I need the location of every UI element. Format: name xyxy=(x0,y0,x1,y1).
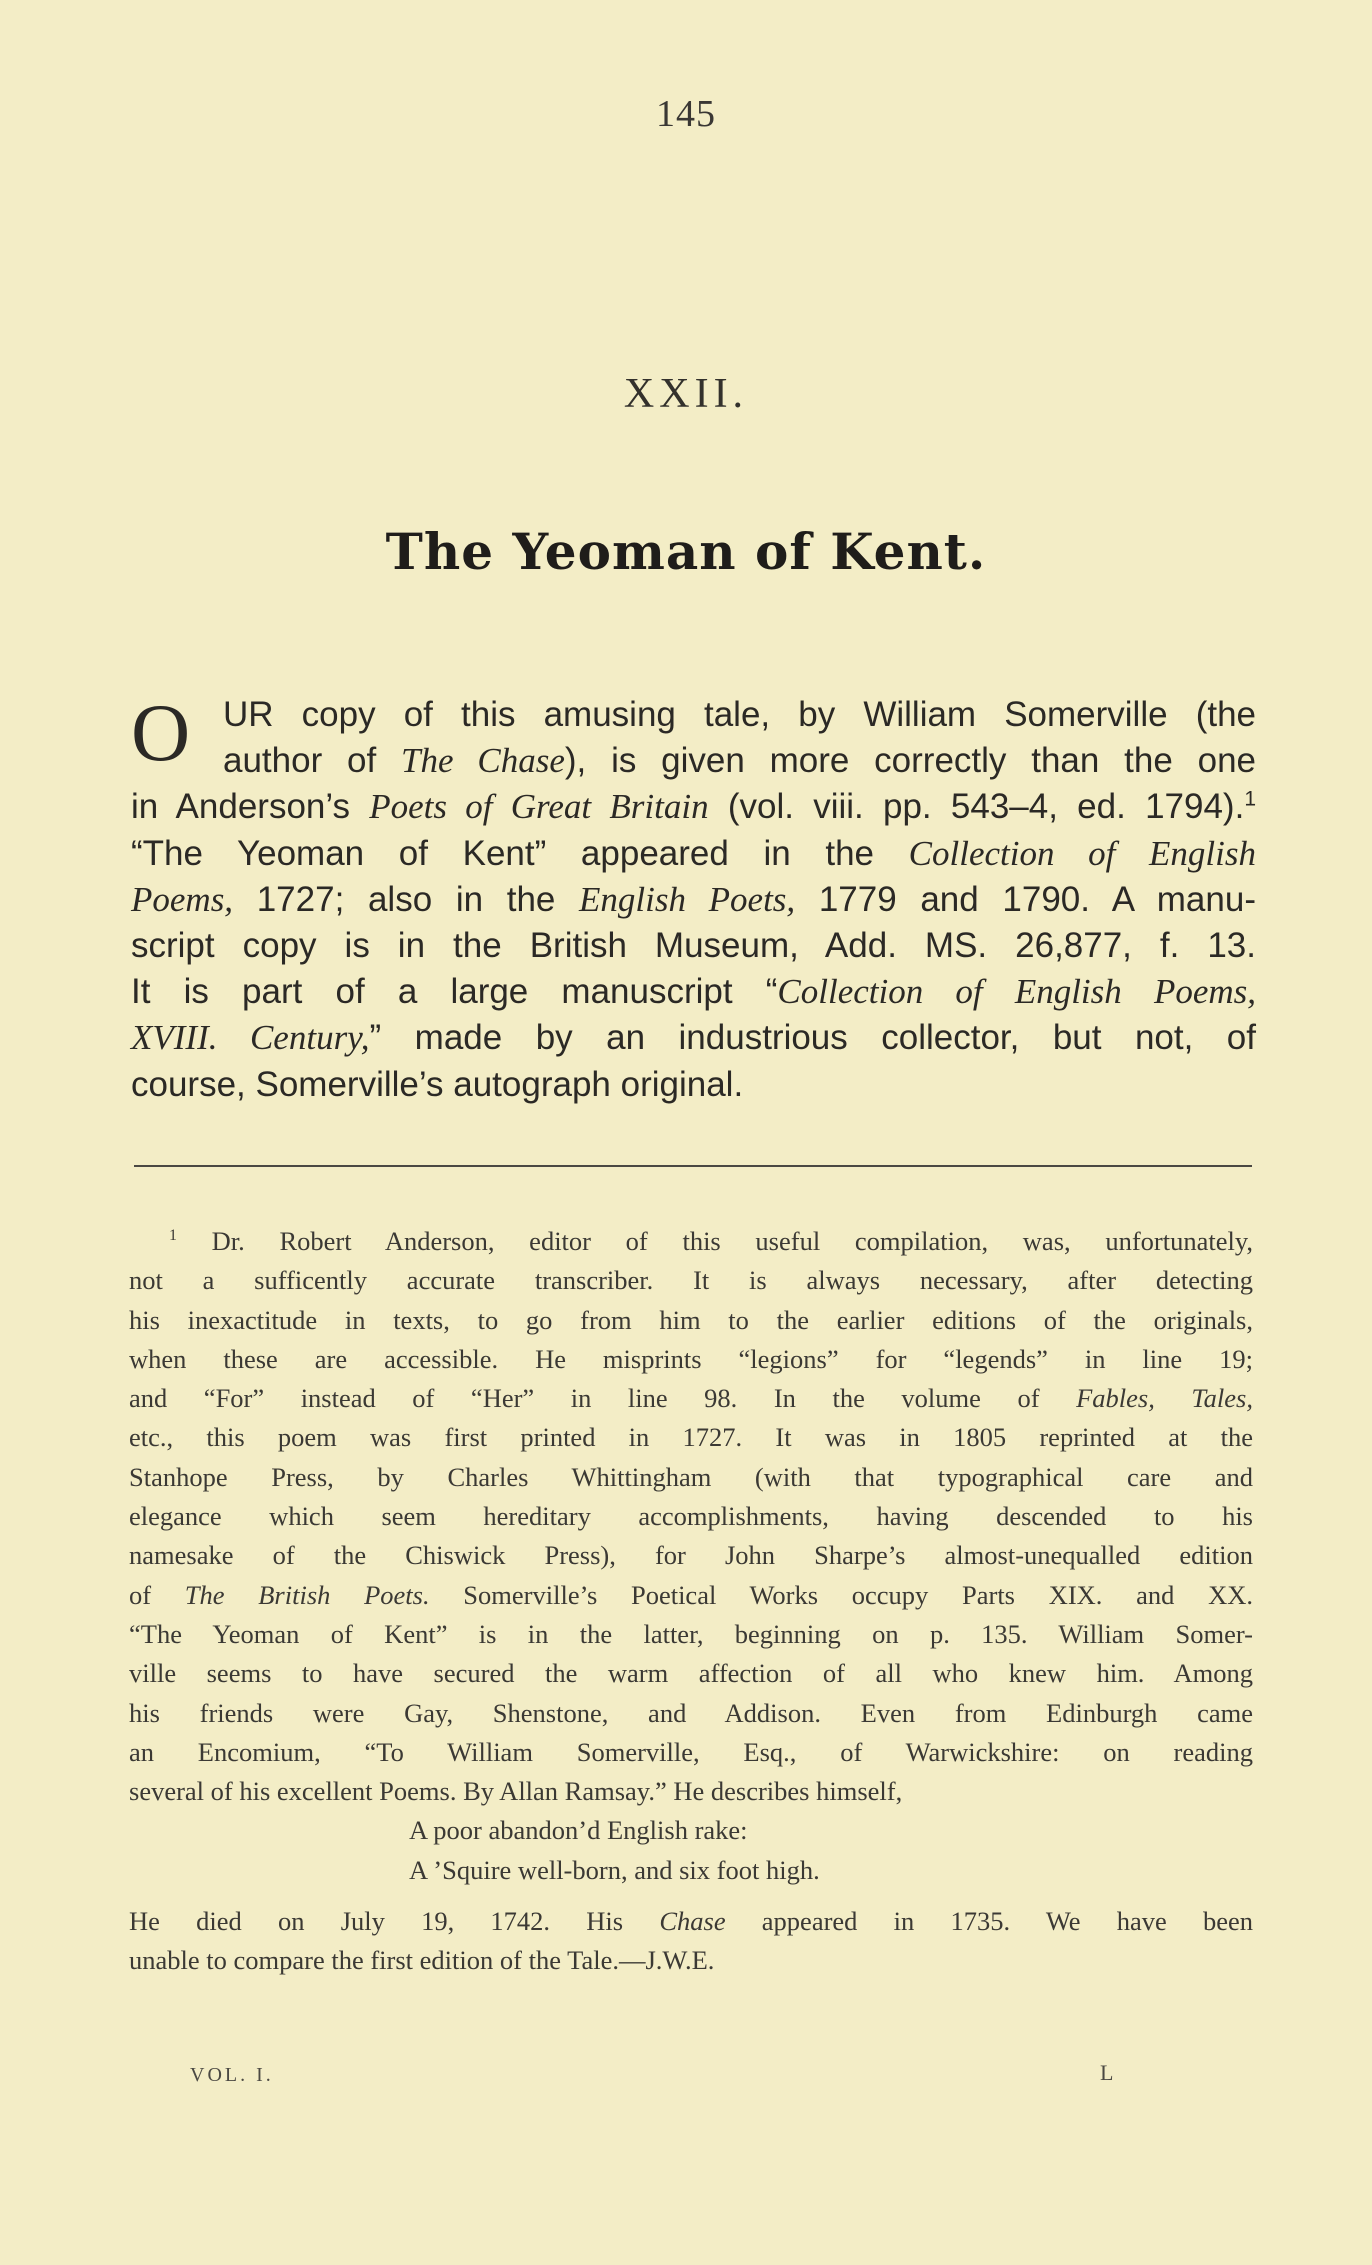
footnote-closing-line: He died on July 19, 1742. His Chase appeared in 1735. We have been xyxy=(129,1906,1253,1937)
page-title: The Yeoman of Kent. xyxy=(385,522,987,581)
body-line: It is part of a large manuscript “Collection of English Poems, xyxy=(131,972,1256,1012)
footnote-line: etc., this poem was first printed in 1727. It was in 1805 reprinted at the xyxy=(129,1422,1253,1453)
footnote-line: his inexactitude in texts, to go from him to the earlier editions of the originals, xyxy=(129,1304,1253,1335)
footnote-line: elegance which seem hereditary accomplishments, having descended to his xyxy=(129,1501,1253,1532)
footnote-line: when these are accessible. He misprints “legions” for “legends” in line 19; xyxy=(129,1343,1253,1374)
footnote-line: of The British Poets. Somerville’s Poetical Works occupy Parts XIX. and XX. xyxy=(129,1579,1253,1610)
chapter-number: XXII. xyxy=(623,371,749,417)
footnote-closing xyxy=(129,1902,1253,1981)
drop-cap: O xyxy=(131,687,191,778)
footnote-line: not a sufficently accurate transcriber. It is always necessary, after detecting xyxy=(129,1265,1253,1296)
body-line: course, Somerville’s autograph original. xyxy=(131,1064,744,1104)
footnote-line: “The Yeoman of Kent” is in the latter, beginning on p. 135. William Somer- xyxy=(129,1618,1253,1649)
footnote-closing-line: unable to compare the first edition of the Tale.—J.W.E. xyxy=(129,1945,715,1976)
footnote-line: an Encomium, “To William Somerville, Esq., of Warwickshire: on reading xyxy=(129,1736,1253,1767)
footnote-line: ville seems to have secured the warm affection of all who knew him. Among xyxy=(129,1658,1253,1689)
footnote-line: and “For” instead of “Her” in line 98. In the volume of Fables, Tales, xyxy=(129,1383,1253,1414)
footnote xyxy=(129,1222,1253,1981)
body-lines xyxy=(131,687,1257,1108)
body-line: Poems, 1727; also in the English Poets, 1779 and 1790. A manu- xyxy=(131,879,1256,919)
body-line: in Anderson’s Poets of Great Britain (vol. viii. pp. 543–4, ed. 1794).$^1$ xyxy=(131,787,1257,827)
body-line: script copy is in the British Museum, Add. MS. 26,877, f. 13. xyxy=(131,926,1256,966)
volume-signature: VOL. I. xyxy=(190,2064,274,2086)
page-number: 145 xyxy=(656,93,716,135)
body-paragraph xyxy=(131,687,1257,1108)
footnote-line: his friends were Gay, Shenstone, and Addison. Even from Edinburgh came xyxy=(129,1697,1253,1728)
verse-line: A ’Squire well-born, and six foot high. xyxy=(409,1854,820,1885)
body-line: author of The Chase), is given more correctly than the one xyxy=(223,741,1256,781)
footnote-line: Stanhope Press, by Charles Whittingham (with that typographical care and xyxy=(129,1461,1253,1492)
footnote-line: namesake of the Chiswick Press), for John Sharpe’s almost-unequalled edition xyxy=(129,1540,1253,1571)
footnote-verse xyxy=(129,1811,1253,1890)
signature-mark: L xyxy=(1100,2060,1114,2085)
body-line: “The Yeoman of Kent” appeared in the Collection of English xyxy=(131,833,1257,873)
footnote-line: several of his excellent Poems. By Allan Ramsay.” He describes himself, xyxy=(129,1776,903,1807)
footnote-lines xyxy=(129,1222,1253,1811)
body-line: XVIII. Century,” made by an industrious collector, but not, of xyxy=(131,1018,1256,1058)
footnote-divider xyxy=(134,1165,1252,1167)
body-line: UR copy of this amusing tale, by William Somerville (the xyxy=(223,695,1256,734)
footnote-line: $^1$ Dr. Robert Anderson, editor of this useful compilation, was, unfortunately, xyxy=(169,1226,1253,1256)
verse-line: A poor abandon’d English rake: xyxy=(409,1815,748,1846)
